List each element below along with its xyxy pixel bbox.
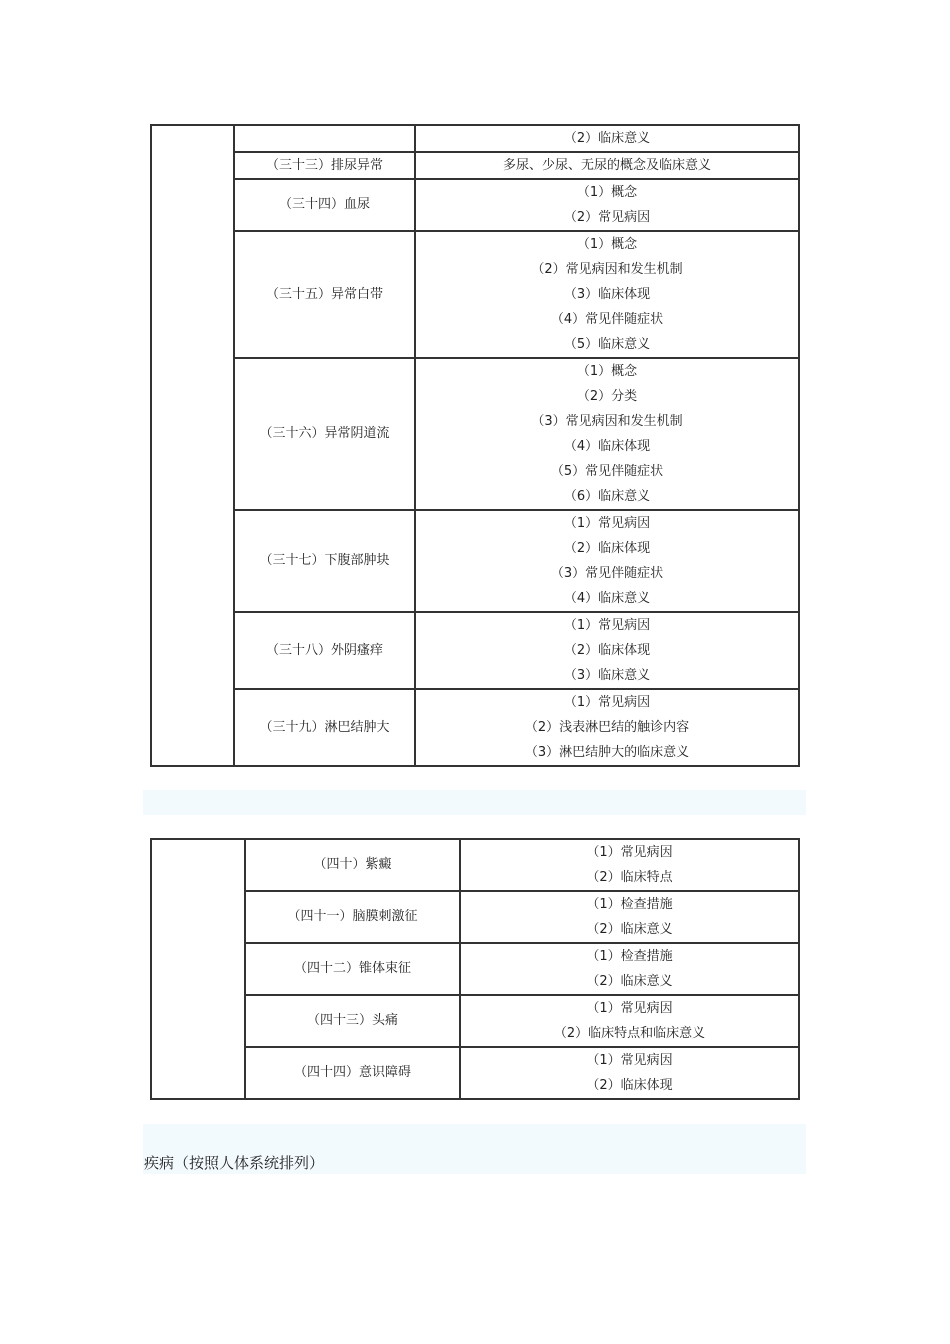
table-row bbox=[152, 690, 798, 765]
table-row bbox=[152, 359, 798, 511]
list-item: （5）临床意义 bbox=[563, 337, 651, 352]
topic-cell: （三十六）异常阴道流 bbox=[235, 359, 416, 511]
list-item: （2）分类 bbox=[576, 389, 638, 404]
list-item: （1）常见病因 bbox=[563, 516, 651, 531]
table-row bbox=[152, 126, 798, 153]
content-cell bbox=[416, 153, 798, 180]
list-item: （2）浅表淋巴结的触诊内容 bbox=[524, 720, 690, 735]
topic-cell: （三十七）下腹部肿块 bbox=[235, 511, 416, 613]
table-row bbox=[152, 232, 798, 359]
content-cell bbox=[461, 840, 798, 892]
content-cell bbox=[416, 613, 798, 690]
list-item: （4）临床体现 bbox=[563, 439, 651, 454]
list-item: （1）检查措施 bbox=[586, 897, 673, 912]
list-item: （1）概念 bbox=[576, 185, 638, 200]
list-item: （6）临床意义 bbox=[563, 489, 651, 504]
list-item: （2）临床意义 bbox=[586, 974, 673, 989]
table-row bbox=[152, 1048, 798, 1098]
topic-cell bbox=[235, 126, 416, 153]
content-cell bbox=[416, 690, 798, 765]
list-item: （5）常见伴随症状 bbox=[550, 464, 664, 479]
list-item: （4）临床意义 bbox=[563, 591, 651, 606]
list-item: （1）常见病因 bbox=[586, 1001, 673, 1016]
content-cell bbox=[416, 232, 798, 359]
list-item: （1）常见病因 bbox=[586, 1053, 673, 1068]
list-item: （1）概念 bbox=[576, 237, 638, 252]
syllabus-table-2 bbox=[150, 838, 800, 1100]
table-row bbox=[152, 892, 798, 944]
list-item: （1）常见病因 bbox=[586, 845, 673, 860]
content-cell bbox=[461, 944, 798, 996]
list-item: （2）临床特点 bbox=[586, 870, 673, 885]
table-row bbox=[152, 996, 798, 1048]
category-cell bbox=[152, 840, 246, 1098]
content-cell bbox=[416, 511, 798, 613]
list-item: （3）常见病因和发生机制 bbox=[531, 414, 683, 429]
topic-cell: （四十三）头痛 bbox=[246, 996, 461, 1048]
topic-cell: （三十九）淋巴结肿大 bbox=[235, 690, 416, 765]
list-item: （2）临床体现 bbox=[586, 1078, 673, 1093]
list-item: （2）常见病因 bbox=[563, 210, 651, 225]
table-row bbox=[152, 944, 798, 996]
list-item: （2）临床体现 bbox=[563, 643, 651, 658]
topic-cell: （三十四）血尿 bbox=[235, 180, 416, 232]
list-item: （1）检查措施 bbox=[586, 949, 673, 964]
content-cell bbox=[416, 359, 798, 511]
table-row bbox=[152, 153, 798, 180]
content-cell bbox=[416, 180, 798, 232]
list-item: （1）概念 bbox=[576, 364, 638, 379]
section-heading: 疾病（按照人体系统排列） bbox=[144, 1154, 325, 1172]
list-item: （3）临床意义 bbox=[563, 668, 651, 683]
topic-cell: （四十四）意识障碍 bbox=[246, 1048, 461, 1098]
syllabus-table-1 bbox=[150, 124, 800, 767]
table-row bbox=[152, 180, 798, 232]
content-cell bbox=[461, 996, 798, 1048]
list-item: （2）常见病因和发生机制 bbox=[531, 262, 683, 277]
table-row bbox=[152, 511, 798, 613]
spacer-band bbox=[143, 790, 806, 815]
list-item: （3）临床体现 bbox=[563, 287, 651, 302]
list-item: （3）常见伴随症状 bbox=[550, 566, 664, 581]
table-row bbox=[152, 613, 798, 690]
list-item: （2）临床特点和临床意义 bbox=[553, 1026, 706, 1041]
topic-cell: （三十三）排尿异常 bbox=[235, 153, 416, 180]
list-item: （4）常见伴随症状 bbox=[550, 312, 664, 327]
content-cell bbox=[416, 126, 798, 153]
list-item: （3）淋巴结肿大的临床意义 bbox=[524, 745, 690, 760]
topic-cell: （四十二）锥体束征 bbox=[246, 944, 461, 996]
content-cell bbox=[461, 1048, 798, 1098]
list-item: （1）常见病因 bbox=[563, 695, 651, 710]
topic-cell: （三十八）外阴瘙痒 bbox=[235, 613, 416, 690]
topic-cell: （四十）紫癜 bbox=[246, 840, 461, 892]
list-item: （2）临床体现 bbox=[563, 541, 651, 556]
topic-cell: （三十五）异常白带 bbox=[235, 232, 416, 359]
topic-cell: （四十一）脑膜刺激征 bbox=[246, 892, 461, 944]
list-item: （2）临床意义 bbox=[586, 922, 673, 937]
list-item: （1）常见病因 bbox=[563, 618, 651, 633]
list-item: 多尿、少尿、无尿的概念及临床意义 bbox=[502, 158, 711, 173]
category-cell bbox=[152, 126, 235, 765]
list-item: （2）临床意义 bbox=[563, 131, 651, 146]
content-cell bbox=[461, 892, 798, 944]
table-row bbox=[152, 840, 798, 892]
